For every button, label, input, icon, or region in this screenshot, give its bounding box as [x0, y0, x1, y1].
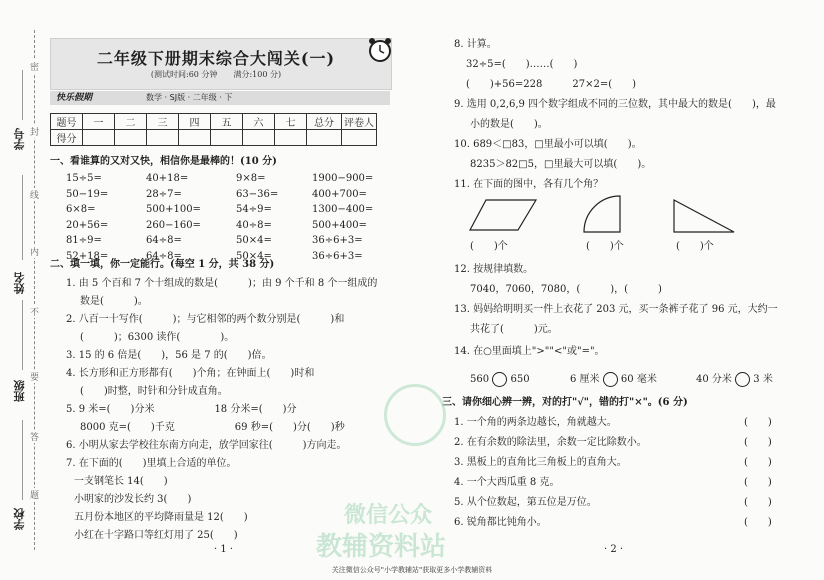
page-title: 二年级下册期末综合大闯关(一)	[96, 49, 336, 68]
compare-left: 40 分米	[696, 374, 732, 385]
right-triangle-figure	[672, 198, 736, 234]
compare-circle[interactable]	[492, 372, 507, 387]
calc-item: 40+18=	[146, 173, 189, 184]
question-line: 4. 长方形和正方形都有( )个角；在钟面上( )时和	[66, 368, 315, 379]
compare-circle[interactable]	[735, 372, 750, 387]
question-line: 8000 克=( )千克 69 秒=( )分( )秒	[80, 422, 345, 433]
seal-char: 内	[30, 245, 39, 258]
calc-item: 50×4=	[236, 235, 272, 246]
judge-item: 6. 锐角都比钝角小。	[454, 517, 547, 528]
table-cell: 五	[211, 114, 243, 130]
page-number: · 1 ·	[214, 544, 234, 555]
compare-item	[696, 372, 773, 387]
seal-char: 密	[30, 60, 39, 73]
table-cell: 二	[115, 114, 147, 130]
fill-line	[22, 70, 23, 120]
calc-item: 52+18=	[66, 250, 109, 262]
calc-item: 50×4=	[236, 250, 272, 262]
score-cell[interactable]	[307, 130, 342, 146]
table-row	[51, 130, 377, 146]
score-cell[interactable]	[275, 130, 307, 146]
section-heading: 一、看谁算的又对又快，相信你是最棒的！(10 分)	[50, 156, 277, 167]
judge-answer-blank[interactable]: ( )	[744, 497, 772, 508]
section-heading: 二、填一填，你一定能行。(每空 1 分，共 38 分)	[50, 259, 275, 270]
calc-item: 9×8=	[236, 173, 266, 184]
watermark-text: 教辅资料站	[316, 532, 447, 562]
compare-left: 560	[470, 374, 490, 385]
calc-item: 500+400=	[312, 219, 367, 231]
compare-right: 3 米	[753, 374, 773, 385]
compare-right: 650	[510, 374, 530, 385]
answer-blank[interactable]: ( )个	[470, 241, 508, 252]
fill-line	[22, 420, 23, 500]
judge-item: 5. 从个位数起，第五位是万位。	[454, 497, 597, 508]
judge-answer-blank[interactable]: ( )	[744, 457, 772, 468]
seal-char: 答	[30, 430, 39, 443]
alarm-clock-icon	[366, 36, 394, 64]
calc-item: 50−19=	[66, 188, 109, 200]
judge-item: 1. 一个角的两条边越长，角就越大。	[454, 417, 617, 428]
question-title: 12. 按规律填数。	[454, 264, 534, 275]
section-heading: 三、请你细心辨一辨，对的打"√"，错的打"×"。(6 分)	[442, 397, 688, 408]
quarter-circle-figure	[582, 194, 622, 234]
score-cell[interactable]	[83, 130, 115, 146]
calc-item: 15÷5=	[66, 173, 102, 184]
margin-label-school: 学校	[13, 508, 26, 530]
compare-item	[470, 372, 530, 387]
margin-label-student-id: 学号	[13, 128, 26, 150]
seal-char: 封	[30, 125, 39, 138]
judge-answer-blank[interactable]: ( )	[744, 437, 772, 448]
answer-blank[interactable]: ( )个	[586, 241, 624, 252]
seal-char: 不	[30, 305, 39, 318]
score-cell[interactable]	[147, 130, 179, 146]
question-title: 11. 在下面的图中，各有几个角？	[454, 179, 604, 190]
question-line: 8235＞82□5，□里最大可以填( )。	[470, 159, 652, 170]
seal-line	[34, 30, 35, 550]
brand-bar	[50, 91, 390, 105]
question-line: 小的数是( )。	[470, 119, 548, 130]
question-line: 五月份本地区的平均降雨量是 12( )	[74, 512, 248, 523]
table-cell: 四	[179, 114, 211, 130]
table-cell: 总分	[307, 114, 342, 130]
calc-item: 1900−900=	[312, 173, 374, 184]
answer-blank[interactable]: ( )个	[676, 241, 714, 252]
calc-item: 64÷8=	[146, 250, 182, 262]
question-title: 14. 在○里面填上">""<"或"="。	[454, 346, 605, 357]
question-line: 13. 妈妈给明明买一件上衣花了 203 元，买一条裤子花了 96 元，大约一	[454, 304, 778, 315]
judge-item: 2. 在有余数的除法里，余数一定比除数小。	[454, 437, 647, 448]
calc-item: 20+56=	[66, 219, 109, 231]
compare-item	[570, 372, 657, 387]
edition-info: 数学 · SJ版 · 二年级 · 下	[146, 93, 233, 102]
question-line: ( )；6300 读作( )。	[80, 332, 235, 343]
compare-right: 60 毫米	[620, 374, 657, 385]
judge-answer-blank[interactable]: ( )	[744, 417, 772, 428]
watermark-text: 微信公众	[344, 503, 433, 528]
score-cell[interactable]	[342, 130, 377, 146]
question-line: 2. 八百一十写作( )；与它相邻的两个数分别是( )和	[66, 314, 345, 325]
calc-item: 500+100=	[146, 204, 201, 215]
table-cell: 一	[83, 114, 115, 130]
question-line: 7040，7060，7080，( )，( )	[470, 284, 662, 295]
seal-char: 题	[30, 488, 39, 501]
score-cell[interactable]	[211, 130, 243, 146]
calc-item: 81÷9=	[66, 235, 102, 246]
question-line: 共花了( )元。	[470, 324, 558, 335]
question-line: 数是( )。	[80, 296, 148, 307]
question-line: 9. 选用 0,2,6,9 四个数字组成不同的三位数，其中最大的数是( )，最	[454, 99, 776, 110]
table-cell: 七	[275, 114, 307, 130]
judge-answer-blank[interactable]: ( )	[744, 477, 772, 488]
question-line: 小红在十字路口等红灯用了 25( )	[74, 530, 238, 541]
calc-item: 54÷9=	[236, 204, 272, 215]
fill-line	[22, 175, 23, 260]
seal-char: 要	[30, 370, 39, 383]
question-line: 3. 15 的 6 倍是( )，56 是 7 的( )倍。	[66, 350, 272, 361]
calc-item: 28÷7=	[146, 188, 182, 200]
test-info: (测试时间:60 分钟 满分:100 分)	[150, 70, 282, 79]
question-title: 8. 计算。	[454, 39, 497, 50]
page-number: · 2 ·	[604, 544, 624, 555]
judge-item: 4. 一个大西瓜重 8 克。	[454, 477, 560, 488]
calc-item: 36÷6+3=	[312, 235, 363, 246]
table-cell: 题号	[51, 114, 83, 130]
question-line: 32÷5=( )……( )	[466, 59, 578, 70]
table-cell: 三	[147, 114, 179, 130]
question-line: 5. 9 米=( )分米 18 分米=( )分	[66, 404, 297, 415]
compare-circle[interactable]	[603, 372, 618, 387]
brand-logo: 快乐假期	[56, 93, 93, 103]
question-line: ( )+56=228 27×2=( )	[466, 79, 637, 90]
page-footer: 关注微信公众号"小学教辅站"获取更多小学教辅资料	[331, 566, 493, 574]
score-table	[50, 113, 377, 146]
calc-item: 36÷6+3=	[312, 250, 363, 262]
compare-left: 6 厘米	[570, 374, 600, 385]
fill-line	[22, 300, 23, 370]
table-cell: 得分	[51, 130, 83, 146]
parallelogram-figure	[468, 198, 538, 232]
calc-item: 400+700=	[312, 188, 367, 200]
question-line: 6. 小明从家去学校往东南方向走，放学回家往( )方向走。	[66, 440, 347, 451]
table-row	[51, 114, 377, 130]
question-line: ( )时整，时针和分针成直角。	[80, 386, 228, 397]
table-cell: 评卷人	[342, 114, 377, 130]
judge-answer-blank[interactable]: ( )	[744, 517, 772, 528]
question-line: 小明家的沙发长约 3( )	[74, 494, 192, 505]
margin-label-name: 姓名	[13, 272, 26, 294]
calc-item: 1300−400=	[312, 204, 374, 215]
watermark-logo	[384, 384, 446, 446]
judge-item: 3. 黑板上的直角比三角板上的直角大。	[454, 457, 627, 468]
score-cell[interactable]	[179, 130, 211, 146]
calc-item: 260−160=	[146, 219, 201, 231]
question-line: 10. 689＜□83，□里最小可以填( )。	[454, 139, 642, 150]
title-banner	[50, 38, 392, 90]
calc-item: 40÷8=	[236, 219, 272, 231]
question-line: 一支钢笔长 14( )	[74, 476, 168, 487]
question-line: 7. 在下面的( )里填上合适的单位。	[66, 458, 237, 469]
score-cell[interactable]	[115, 130, 147, 146]
score-cell[interactable]	[243, 130, 275, 146]
margin-label-class: 班级	[13, 380, 26, 402]
calc-item: 63−36=	[236, 188, 279, 200]
calc-item: 6×8=	[66, 204, 96, 215]
calc-item: 64÷8=	[146, 235, 182, 246]
table-cell: 六	[243, 114, 275, 130]
question-line: 1. 由 5 个百和 7 个十组成的数是( )；由 9 个千和 8 个一组成的	[66, 278, 378, 289]
seal-char: 线	[30, 188, 39, 201]
